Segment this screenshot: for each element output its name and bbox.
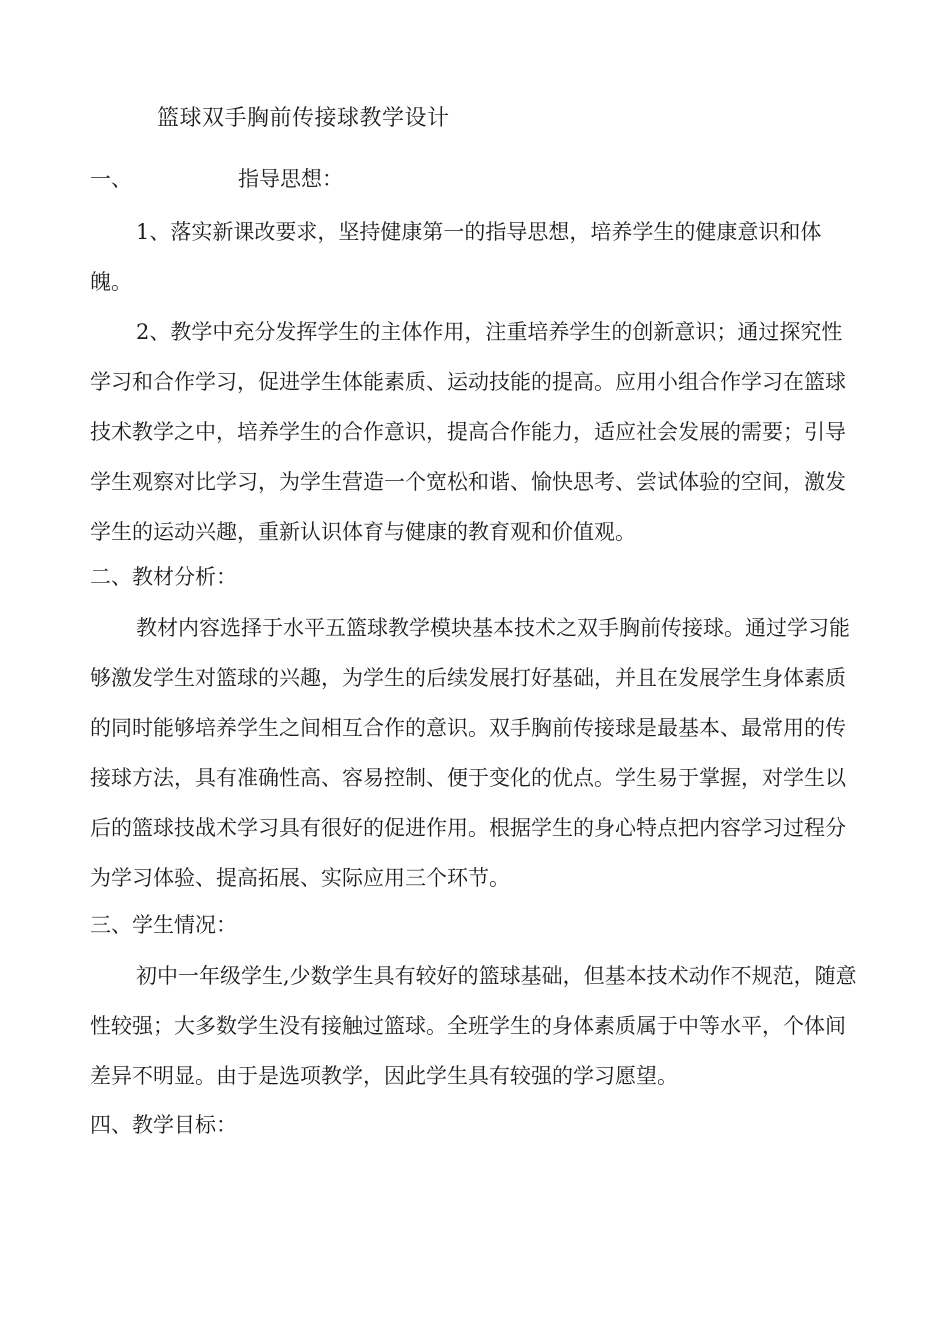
section-heading-2: 二、教材分析： [90, 565, 237, 589]
section-heading-4: 四、教学目标： [90, 1113, 237, 1137]
paragraph-3-1: 初中一年级学生,少数学生具有较好的篮球基础，但基本技术动作不规范，随意性较强；大多数学生没有接触过篮球。全班学生的身体素质属于中等水平，个体间差异不明显。由于是选项教学，因此学生具有较强的学习愿望。 [90, 964, 857, 1088]
section-title-1: 指导思想： [238, 167, 343, 191]
paragraph-1-1: 1、落实新课改要求，坚持健康第一的指导思想，培养学生的健康意识和体魄。 [90, 220, 822, 294]
paragraph-1-2: 2、教学中充分发挥学生的主体作用，注重培养学生的创新意识；通过探究性学习和合作学习，促进学生体能素质、运动技能的提高。应用小组合作学习在篮球技术教学之中，培养学生的合作意识，提高合作能力，适应社会发展的需要；引导学生观察对比学习，为学生营造一个宽松和谐、愉快思考、尝试体验的空间，激发学生的运动兴趣，重新认识体育与健康的教育观和价值观。 [90, 320, 846, 544]
paragraph-2-1: 教材内容选择于水平五篮球教学模块基本技术之双手胸前传接球。通过学习能够激发学生对篮球的兴趣，为学生的后续发展打好基础，并且在发展学生身体素质的同时能够培养学生之间相互合作的意识。双手胸前传接球是最基本、最常用的传接球方法，具有准确性高、容易控制、便于变化的优点。学生易于掌握，对学生以后的篮球技战术学习具有很好的促进作用。根据学生的身心特点把内容学习过程分为学习体验、提高拓展、实际应用三个环节。 [90, 616, 850, 890]
section-heading-3: 三、学生情况： [90, 913, 237, 937]
section-heading-1 [90, 162, 343, 196]
section-number-1: 一、 [90, 167, 132, 191]
document-title: 篮球双手胸前传接球教学设计 [157, 106, 450, 131]
